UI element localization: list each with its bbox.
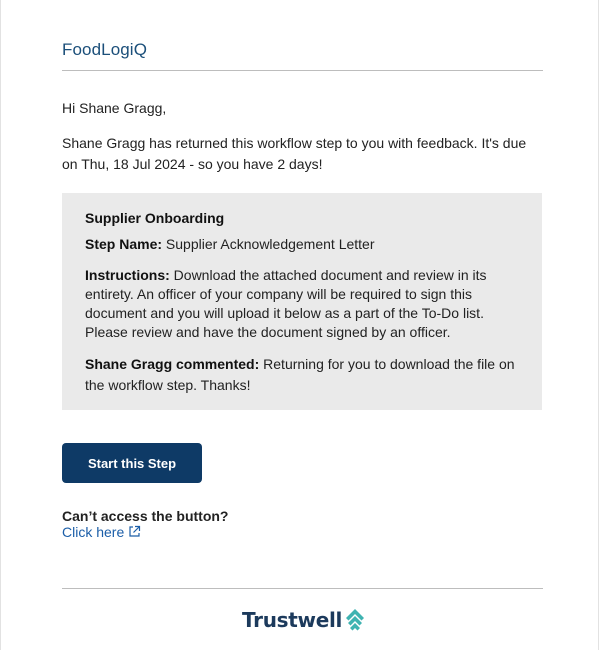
- click-here-label: Click here: [62, 524, 125, 540]
- instructions-label: Instructions:: [85, 267, 170, 283]
- click-here-link[interactable]: [62, 524, 141, 540]
- comment-row: [85, 354, 519, 396]
- message-body: Shane Gragg has returned this workflow step to you with feedback. It's due on Thu, 18 Jul 2024 - so you have 2 days!: [62, 135, 527, 172]
- footer-divider: [62, 588, 543, 589]
- trustwell-chevron-icon: [345, 608, 365, 632]
- instructions-row: [85, 266, 519, 342]
- brand-name: FoodLogiQ: [62, 40, 148, 59]
- header-divider: [62, 70, 543, 71]
- greeting: Hi Shane Gragg,: [62, 100, 167, 116]
- trustwell-wordmark: Trustwell: [242, 608, 343, 632]
- trustwell-logo: [242, 608, 365, 632]
- step-name-row: [85, 235, 519, 254]
- workflow-title: Supplier Onboarding: [85, 210, 225, 226]
- instructions-value: Download the attached document and review in its entirety. An officer of your company will be required to sign this document and you will upload it below as a part of the To-Do list. Please review and have the document signed by an officer.: [85, 267, 487, 340]
- fallback-question: Can’t access the button?: [62, 508, 229, 524]
- start-step-button[interactable]: Start this Step: [62, 443, 202, 483]
- external-link-icon: [128, 525, 141, 538]
- step-name-value: Supplier Acknowledgement Letter: [165, 236, 375, 252]
- comment-label: Shane Gragg commented:: [85, 356, 260, 372]
- comment-value: Returning for you to download the file on the workflow step. Thanks!: [85, 356, 515, 393]
- step-details-panel: [62, 193, 542, 410]
- step-name-label: Step Name:: [85, 236, 163, 252]
